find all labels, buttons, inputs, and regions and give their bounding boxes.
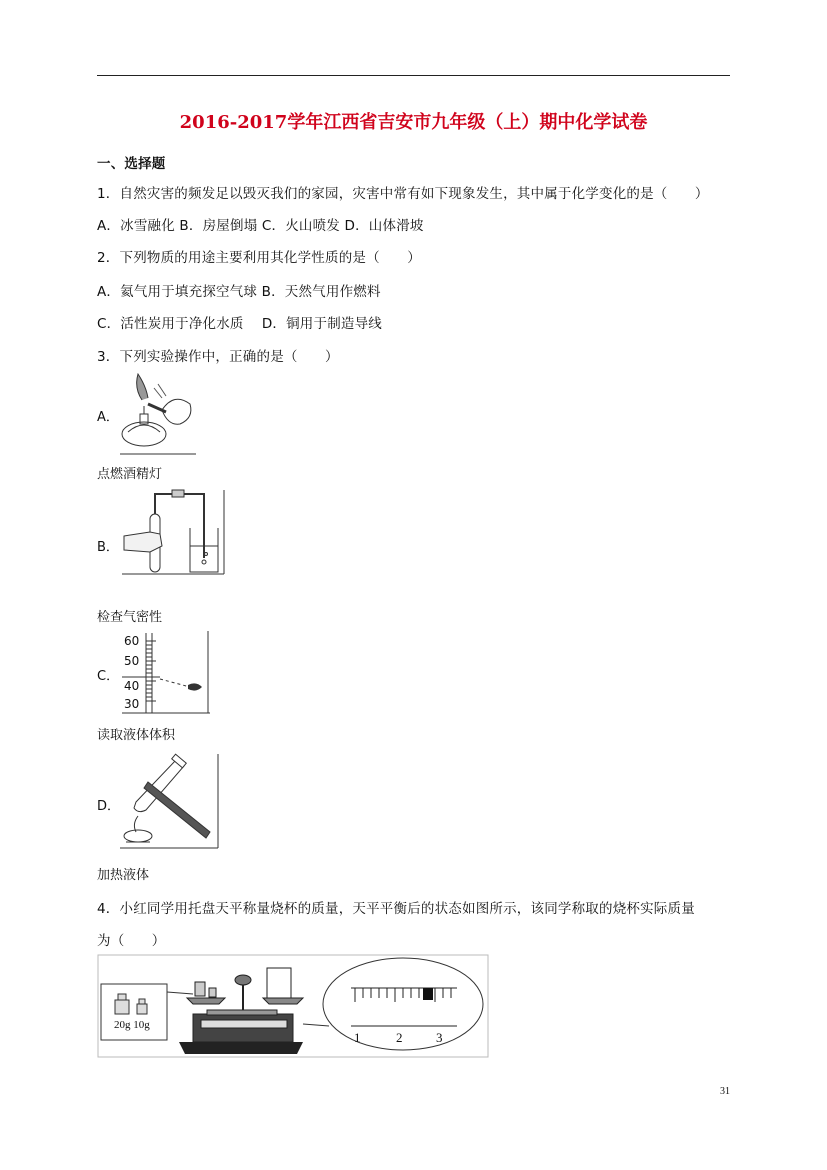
weights-label: 20g 10g bbox=[114, 1019, 150, 1031]
airtightness-check-figure bbox=[120, 488, 226, 578]
header-rule bbox=[97, 75, 730, 76]
option-d-letter: D． bbox=[97, 799, 121, 814]
question-1-options: A．冰雪融化 B．房屋倒塌 C．火山喷发 D．山体滑坡 bbox=[97, 218, 424, 234]
scale-label-60: 60 bbox=[124, 634, 140, 648]
option-a-caption: 点燃酒精灯 bbox=[97, 467, 163, 482]
option-c-caption: 读取液体体积 bbox=[97, 728, 176, 743]
option-b-letter: B． bbox=[97, 540, 119, 555]
heating-liquid-figure bbox=[118, 752, 220, 850]
balance-scale-label-3: 3 bbox=[436, 1030, 443, 1045]
option-c-letter: C． bbox=[97, 669, 120, 684]
scale-label-30: 30 bbox=[124, 697, 140, 711]
question-3-stem: 3．下列实验操作中，正确的是（ ） bbox=[97, 349, 339, 365]
question-1-stem: 1．自然灾害的频发足以毁灭我们的家园，灾害中常有如下现象发生，其中属于化学变化的是（ ） bbox=[97, 186, 709, 202]
question-4-stem-line2: 为（ ） bbox=[97, 933, 166, 949]
scale-label-40: 40 bbox=[124, 679, 140, 693]
balance-scale-label-1: 1 bbox=[354, 1030, 361, 1045]
question-4-stem-line1: 4．小红同学用托盘天平称量烧杯的质量，天平平衡后的状态如图所示，该同学称取的烧杯实际质量 bbox=[97, 901, 695, 917]
option-a-letter: A． bbox=[97, 410, 119, 425]
question-2-options-row1: A．氦气用于填充探空气球 B．天然气用作燃料 bbox=[97, 284, 381, 300]
question-2-options-row2: C．活性炭用于净化水质 D．铜用于制造导线 bbox=[97, 316, 383, 332]
option-d-caption: 加热液体 bbox=[97, 868, 150, 883]
alcohol-lamp-figure bbox=[118, 370, 198, 456]
scale-label-50: 50 bbox=[124, 654, 140, 668]
page-number: 31 bbox=[720, 1086, 730, 1097]
balance-figure bbox=[97, 954, 489, 1058]
balance-scale-label-2: 2 bbox=[396, 1030, 403, 1045]
question-2-stem: 2．下列物质的用途主要利用其化学性质的是（ ） bbox=[97, 250, 421, 266]
exam-title: 2016-2017学年江西省吉安市九年级（上）期中化学试卷 bbox=[179, 112, 648, 133]
option-b-caption: 检查气密性 bbox=[97, 610, 163, 625]
section-heading: 一、选择题 bbox=[97, 156, 166, 172]
